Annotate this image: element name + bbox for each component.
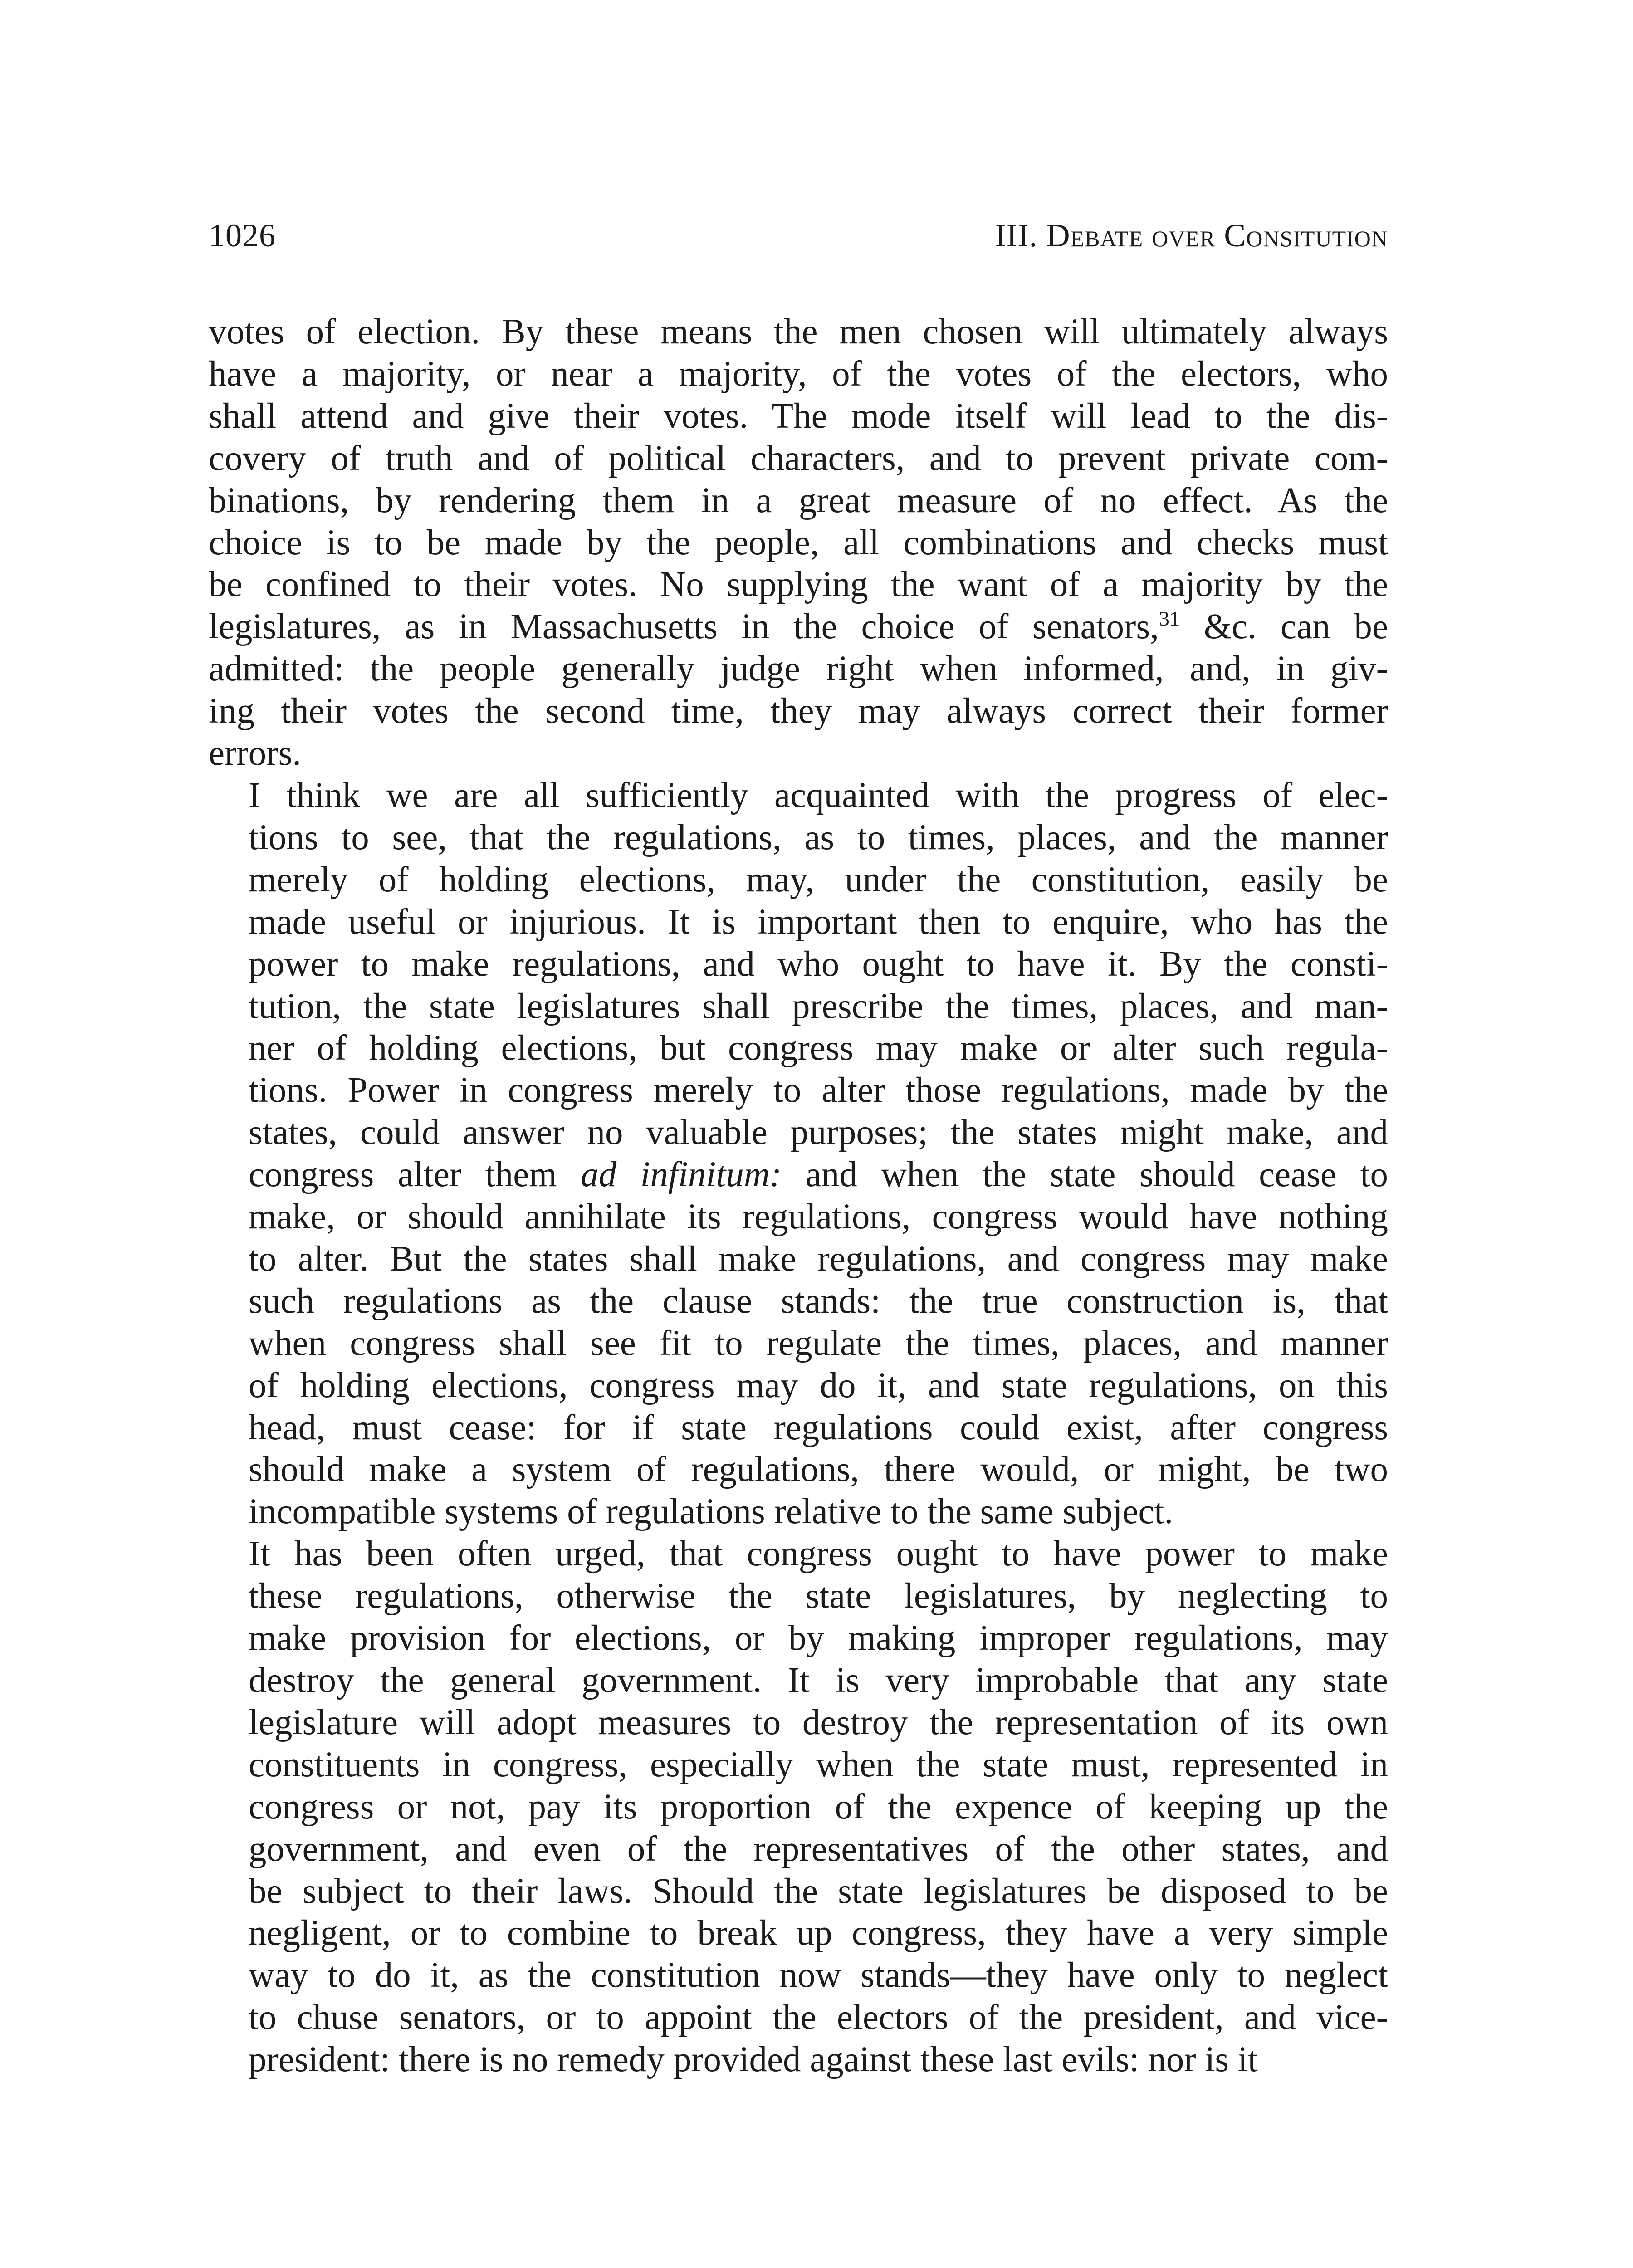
text-line: these regulations, otherwise the state legislatures, by neglecting to bbox=[249, 1576, 1388, 1616]
text-line: legislature will adopt measures to destroy the representation of its own bbox=[249, 1702, 1388, 1742]
text-line: to alter. But the states shall make regulations, and congress may make bbox=[249, 1239, 1388, 1279]
text-line: votes of election. By these means the men chosen will ultimately always bbox=[209, 312, 1388, 352]
text-line: legislatures, as in Massachusetts in the choice of senators,$^{31}$ &c. can be bbox=[209, 607, 1388, 647]
footnote-reference[interactable]: 31 bbox=[1159, 607, 1180, 631]
paragraph bbox=[209, 775, 1388, 1533]
text-line: constituents in congress, especially when the state must, represented in bbox=[249, 1745, 1388, 1784]
text-line: tution, the state legislatures shall prescribe the times, places, and man- bbox=[249, 986, 1388, 1026]
text-line: to chuse senators, or to appoint the electors of the president, and vice- bbox=[249, 1998, 1388, 2038]
text-line: negligent, or to combine to break up congress, they have a very simple bbox=[249, 1913, 1388, 1953]
text-line: destroy the general government. It is very improbable that any state bbox=[249, 1661, 1388, 1700]
running-head bbox=[209, 217, 1388, 262]
text-line: states, could answer no valuable purposes; the states might make, and bbox=[249, 1113, 1388, 1153]
text-line: congress or not, pay its proportion of the expence of keeping up the bbox=[249, 1787, 1388, 1827]
text-line: ner of holding elections, but congress may make or alter such regula- bbox=[249, 1028, 1388, 1068]
text-line: president: there is no remedy provided against these last evils: nor is it bbox=[249, 2040, 1258, 2080]
text-line: congress alter them ad infinitum: and when the state should cease to bbox=[249, 1155, 1389, 1195]
text-line: head, must cease: for if state regulations could exist, after congress bbox=[249, 1408, 1388, 1447]
text-line: binations, by rendering them in a great measure of no effect. As the bbox=[209, 480, 1388, 520]
text-line: make provision for elections, or by making improper regulations, may bbox=[249, 1618, 1388, 1658]
text-line: merely of holding elections, may, under the constitution, easily be bbox=[249, 860, 1388, 899]
text-line: be subject to their laws. Should the state legislatures be disposed to be bbox=[249, 1871, 1388, 1911]
text-line: when congress shall see fit to regulate the times, places, and manner bbox=[249, 1323, 1388, 1363]
text-line: covery of truth and of political characters, and to prevent private com- bbox=[209, 438, 1388, 478]
page-number: 1026 bbox=[209, 217, 276, 254]
text-line: make, or should annihilate its regulations, congress would have nothing bbox=[249, 1197, 1388, 1237]
text-line: incompatible systems of regulations relative to the same subject. bbox=[249, 1492, 1173, 1532]
text-line: It has been often urged, that congress ought to have power to make bbox=[249, 1534, 1388, 1574]
paragraph bbox=[209, 1533, 1388, 2081]
running-title: III. Debate over Consitution bbox=[995, 217, 1388, 254]
text-line: be confined to their votes. No supplying the want of a majority by the bbox=[209, 565, 1388, 605]
text-line: admitted: the people generally judge right when informed, and, in giv- bbox=[209, 649, 1388, 689]
text-line: government, and even of the representatives of the other states, and bbox=[249, 1829, 1388, 1869]
text-line: shall attend and give their votes. The mode itself will lead to the dis- bbox=[209, 396, 1388, 436]
text-line: way to do it, as the constitution now stands—they have only to neglect bbox=[249, 1955, 1388, 1995]
text-line: should make a system of regulations, there would, or might, be two bbox=[249, 1450, 1388, 1490]
text-line: tions to see, that the regulations, as to times, places, and the manner bbox=[249, 817, 1388, 857]
text-line: such regulations as the clause stands: the true construction is, that bbox=[249, 1281, 1388, 1321]
body-text bbox=[209, 311, 1388, 2081]
text-line: power to make regulations, and who ought to have it. By the consti- bbox=[249, 944, 1388, 984]
text-line: tions. Power in congress merely to alter those regulations, made by the bbox=[249, 1070, 1388, 1110]
text-line: have a majority, or near a majority, of the votes of the electors, who bbox=[209, 354, 1388, 394]
text-line: of holding elections, congress may do it, and state regulations, on this bbox=[249, 1365, 1388, 1405]
text-line: I think we are all sufficiently acquainted with the progress of elec- bbox=[249, 775, 1388, 815]
paragraph bbox=[209, 311, 1388, 775]
italic-phrase: ad infinitum: bbox=[581, 1155, 782, 1195]
text-line: errors. bbox=[209, 733, 301, 773]
text-line: choice is to be made by the people, all combinations and checks must bbox=[209, 523, 1388, 562]
text-line: made useful or injurious. It is important then to enquire, who has the bbox=[249, 902, 1388, 942]
text-line: ing their votes the second time, they may always correct their former bbox=[209, 691, 1388, 731]
